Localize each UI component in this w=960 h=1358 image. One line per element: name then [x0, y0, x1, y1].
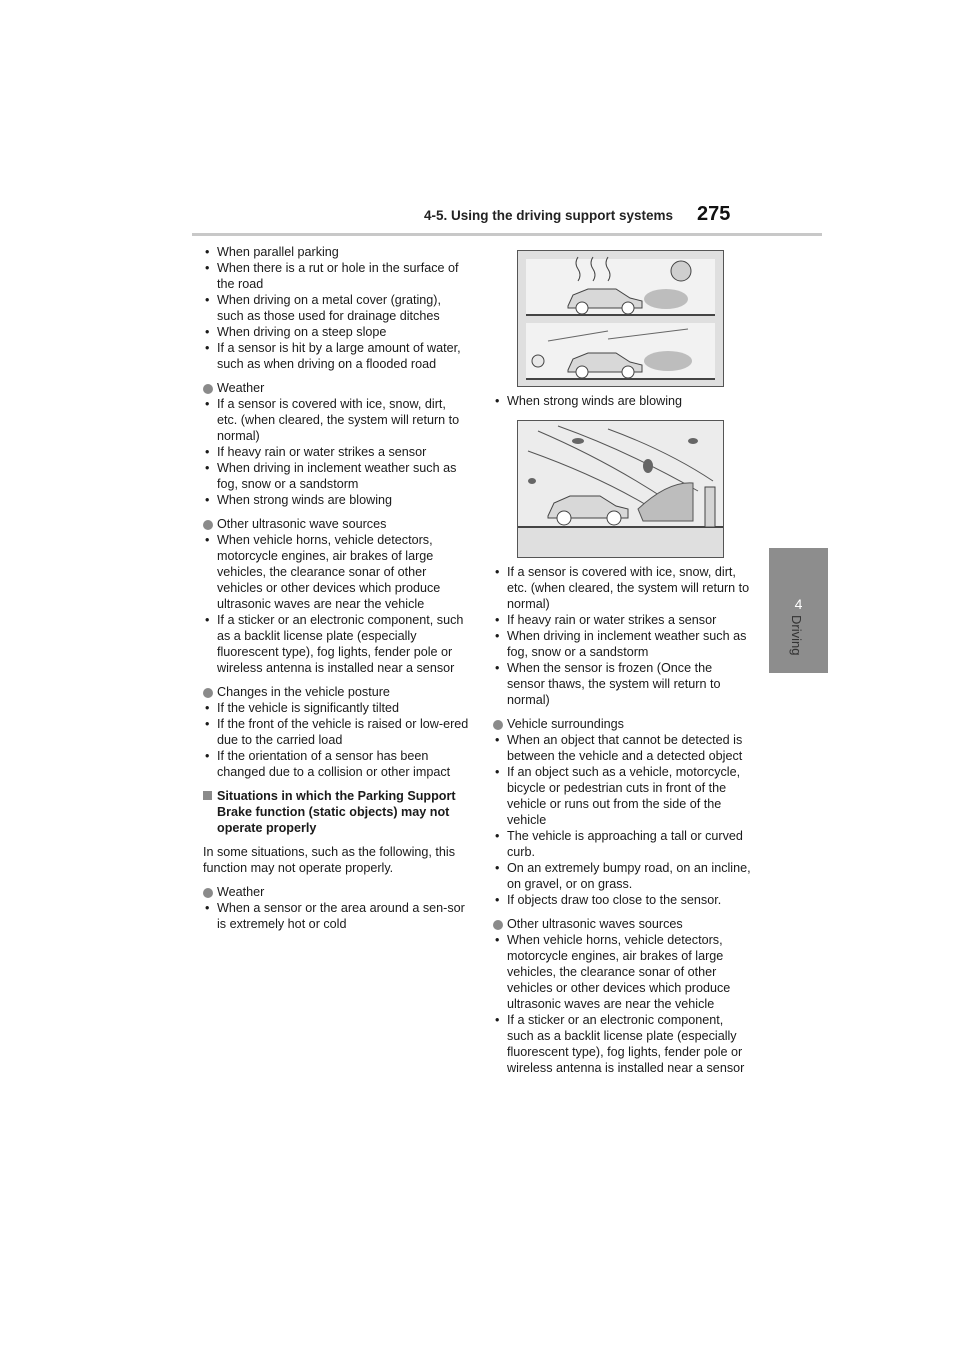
left-column [203, 244, 469, 932]
paragraph: In some situations, such as the following, this function may not operate properly. [203, 845, 456, 875]
section-heading: Changes in the vehicle posture [203, 684, 469, 700]
list-item: • When a sensor or the area around a sen-sor is extremely hot or cold [203, 900, 469, 932]
bullet-dot-icon [493, 720, 503, 730]
square-bullet-icon [203, 791, 212, 800]
strong-winds-illustration [517, 420, 724, 558]
list-item: • If a sticker or an electronic component, such as a backlit license plate (especially fluorescent type), fog lights, fender pole or wireless antenna is installed near a sensor [493, 1012, 751, 1076]
list-item: • If a sensor is hit by a large amount of water, such as when driving on a flooded road [203, 340, 469, 372]
list-item: • If a sensor is covered with ice, snow, dirt, etc. (when cleared, the system will return to normal) [493, 564, 751, 612]
subsection-heading: Situations in which the Parking Support Brake function (static objects) may not operate properly [203, 788, 469, 836]
list-item: • If a sticker or an electronic component, such as a backlit license plate (especially fluorescent type), fog lights, fender pole or wireless antenna is installed near a sensor [203, 612, 469, 676]
section-heading: Weather [203, 380, 469, 396]
list-item: • When there is a rut or hole in the surface of the road [203, 260, 469, 292]
list-item: • When vehicle horns, vehicle detectors, motorcycle engines, air brakes of large vehicles, the clearance sonar of other vehicles or other devices which produce ultrasonic waves are near the vehicle [203, 532, 469, 612]
chapter-label-wrap [790, 615, 805, 675]
page-number: 275 [697, 203, 731, 225]
list-item: • When driving on a metal cover (grating), such as those used for drainage ditches [203, 292, 469, 324]
bullet-dot-icon [493, 920, 503, 930]
list-item: • If the orientation of a sensor has been changed due to a collision or other impact [203, 748, 469, 780]
bullet-dot-icon [203, 888, 213, 898]
list-item: • When an object that cannot be detected is between the vehicle and a detected object [493, 732, 751, 764]
section-heading: Other ultrasonic waves sources [493, 916, 751, 932]
list-item: • If the front of the vehicle is raised or low-ered due to the carried load [203, 716, 469, 748]
bullet-dot-icon [203, 520, 213, 530]
list-item: • When strong winds are blowing [203, 492, 469, 508]
list-item: • If an object such as a vehicle, motorcycle, bicycle or pedestrian cuts in front of the vehicle or runs out from the side of the vehicle [493, 764, 751, 828]
right-column [493, 564, 751, 1076]
list-item: • If heavy rain or water strikes a sensor [493, 612, 751, 628]
list-item: • If objects draw too close to the sensor. [493, 892, 751, 908]
list-item: • When vehicle horns, vehicle detectors, motorcycle engines, air brakes of large vehicles, the clearance sonar of other vehicles or other devices which produce ultrasonic waves are near the vehicle [493, 932, 751, 1012]
list-item: • If heavy rain or water strikes a sensor [203, 444, 469, 460]
bullet-dot-icon [203, 384, 213, 394]
list-item: • On an extremely bumpy road, on an incline, on gravel, or on grass. [493, 860, 751, 892]
illustration-caption: • When strong winds are blowing [493, 393, 751, 409]
chapter-number: 4 [794, 596, 803, 612]
list-item: • If the vehicle is significantly tilted [203, 700, 469, 716]
list-item: • If a sensor is covered with ice, snow, dirt, etc. (when cleared, the system will return to normal) [203, 396, 469, 444]
right-caption-block [493, 393, 751, 409]
list-item: • When driving in inclement weather such as fog, snow or a sandstorm [203, 460, 469, 492]
list-item: • When driving in inclement weather such as fog, snow or a sandstorm [493, 628, 751, 660]
section-heading: Other ultrasonic wave sources [203, 516, 469, 532]
list-item: • When driving on a steep slope [203, 324, 469, 340]
list-item: • When the sensor is frozen (Once the sensor thaws, the system will return to normal) [493, 660, 751, 708]
list-item: • When parallel parking [203, 244, 469, 260]
hot-and-rain-illustration [517, 250, 724, 387]
header-rule [192, 233, 822, 236]
section-title: 4-5. Using the driving support systems [424, 208, 674, 223]
list-item: • The vehicle is approaching a tall or curved curb. [493, 828, 751, 860]
chapter-label: Driving [789, 615, 804, 656]
bullet-dot-icon [203, 688, 213, 698]
section-heading: Weather [203, 884, 469, 900]
section-heading: Vehicle surroundings [493, 716, 751, 732]
